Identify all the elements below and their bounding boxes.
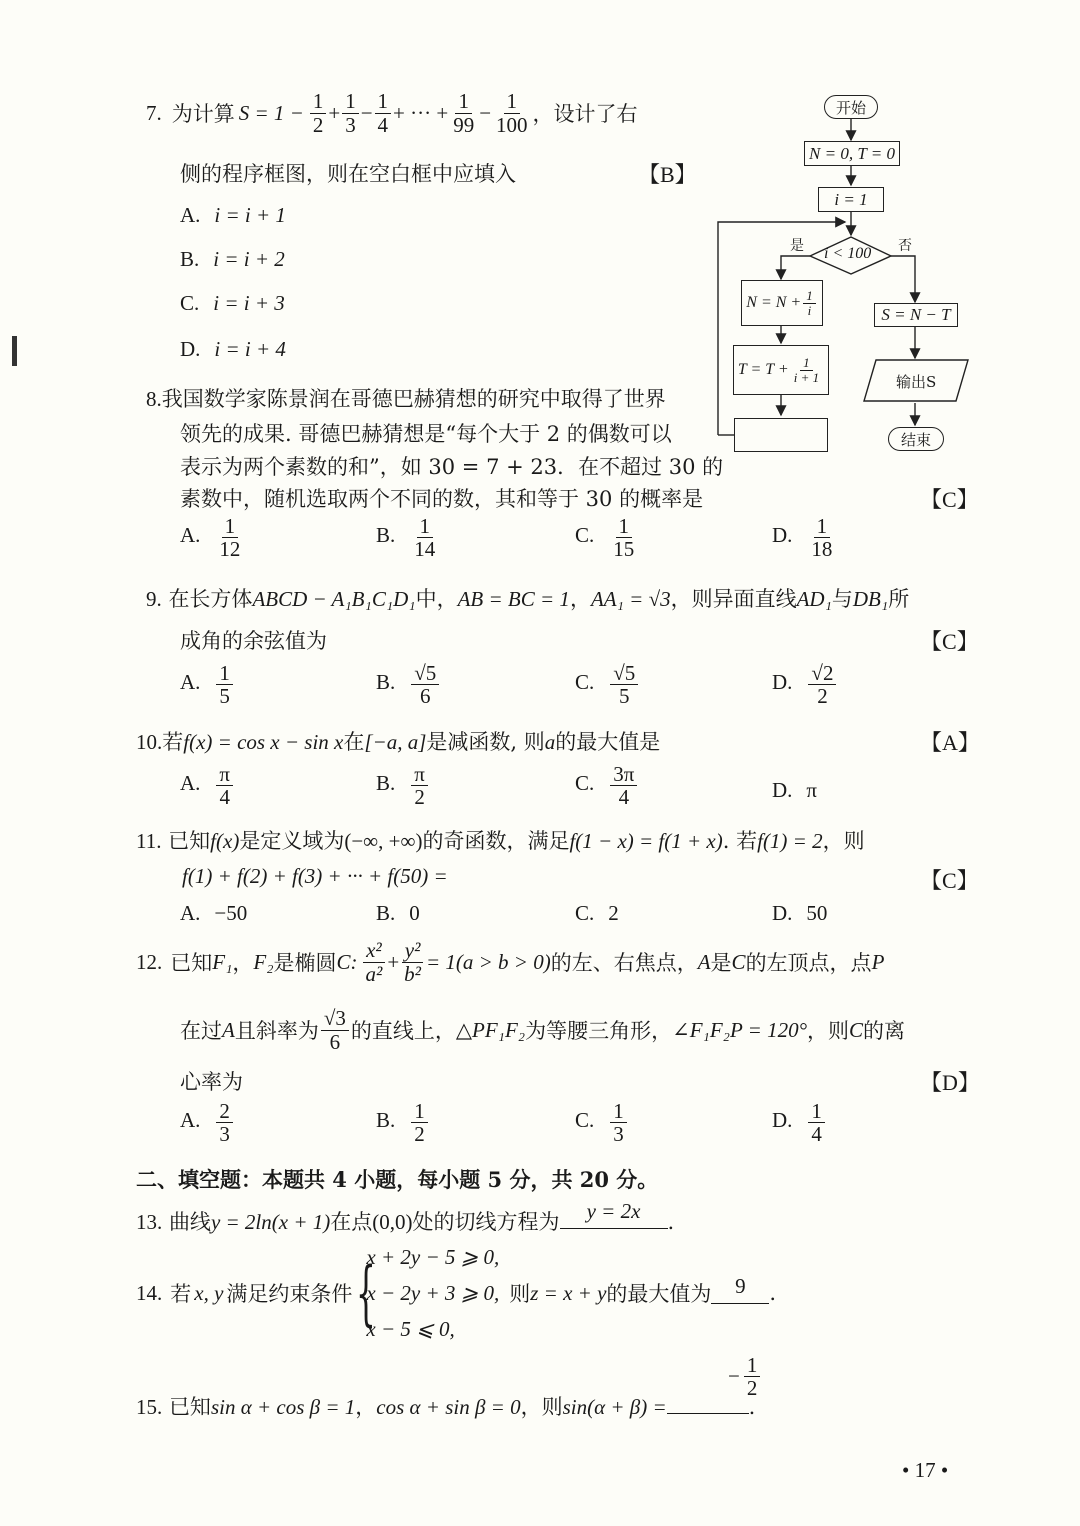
- q7-option-b: B. i = i + 2: [180, 247, 285, 271]
- q9-option-c: C. $\frac{√5}{5}$: [575, 662, 640, 707]
- binding-margin-mark: [12, 336, 17, 366]
- flowchart-blank-box: [734, 418, 828, 452]
- flowchart-output: 输出S: [896, 373, 937, 391]
- q12-line2: 在过 A 且斜率为 $\frac{√3}{6}$ 的直线上， △PF₁F₂ 为等腰三角形， ∠F₁F₂P = 120° ，则 C 的离: [180, 1006, 905, 1054]
- flowchart: [700, 85, 980, 465]
- flowchart-step-t: T = T + $\frac{1}{i + 1}$: [733, 345, 829, 395]
- q11-option-a: A. −50: [180, 901, 248, 925]
- q7-text-pre: 为计算: [171, 102, 235, 126]
- q7-option-a: A. i = i + 1: [180, 203, 286, 227]
- q11-line2: f(1) + f(2) + f(3) + ··· + f(50) =: [182, 864, 448, 888]
- q14-answer-blank: 9: [711, 1283, 769, 1304]
- q8-line3: 表示为两个素数的和”，如 30 = 7 + 23．在不超过 30 的: [180, 455, 724, 479]
- q8-option-c: C. $\frac{1}{15}$: [575, 514, 635, 562]
- q8-line2: 领先的成果. 哥德巴赫猜想是“每个大于 2 的偶数可以: [180, 422, 672, 446]
- flowchart-yes-label: 是: [790, 238, 804, 254]
- flowchart-step-n: N = N + $\frac{1}{i}$: [741, 280, 823, 326]
- q8-option-b: B. $\frac{1}{14}$: [376, 514, 436, 562]
- q12-answer: 【D】: [920, 1070, 980, 1095]
- q14-line: 14. 若 x, y 满足约束条件 { x + 2y − 5 ⩾ 0, x − 2y + 3 ⩾ 0, x − 5 ⩽ 0, 则 z = x + y 的最大值为 9 .: [136, 1240, 776, 1346]
- q7-sign-5: −: [479, 100, 492, 125]
- q15-filled-answer: − $\frac{1}{2}$: [728, 1354, 762, 1399]
- q7-term-1: $\frac{1}{2}$: [310, 90, 327, 135]
- q13-line: 13. 曲线y = 2ln(x + 1)在点(0,0)处的切线方程为 y = 2x .: [136, 1199, 675, 1234]
- q7-text-post: ，设计了右: [532, 102, 638, 126]
- flowchart-condition: i < 100: [824, 245, 872, 262]
- q10-option-c: C. $\frac{3\pi}{4}$: [575, 763, 639, 808]
- q7-option-d: D. i = i + 4: [180, 337, 286, 361]
- q7-term-4: $\frac{1}{99}$: [453, 89, 475, 137]
- q10-option-b: B. $\frac{\pi}{2}$: [376, 763, 430, 808]
- flowchart-init-i: i = 1: [818, 187, 884, 212]
- q11-option-b: B. 0: [376, 901, 420, 925]
- q7-term-5: $\frac{1}{100}$: [496, 89, 528, 137]
- q9-option-d: D. $\frac{√2}{2}$: [772, 662, 838, 707]
- q12-line3: 心率为: [180, 1070, 243, 1094]
- q11-option-c: C. 2: [575, 901, 619, 925]
- q15-line: 15. 已知sin α + cos β = 1，cos α + sin β = 0，则sin(α + β) = .: [136, 1395, 756, 1419]
- q8-answer: 【C】: [920, 487, 979, 512]
- q12-option-d: D. $\frac{1}{4}$: [772, 1100, 827, 1145]
- page-number: • 17 •: [902, 1458, 949, 1482]
- q7-term-3: $\frac{1}{4}$: [375, 90, 392, 135]
- q8-line4: 素数中，随机选取两个不同的数，其和等于 30 的概率是: [180, 487, 704, 511]
- q10-option-a: A. $\frac{\pi}{4}$: [180, 763, 235, 808]
- q14-brace: {: [356, 1252, 377, 1334]
- q12-line1: 12. 已知 F₁ ， F₂ 是椭圆 C: $\frac{\text{x²}}{\text{a²}}$ + $\frac{\text{y²}}{\text{b²}}$ = 1(a > b > 0) 的左、右焦点， A 是 C 的左顶点，点 P: [136, 938, 885, 986]
- q11-answer: 【C】: [920, 868, 979, 893]
- flowchart-end: 结束: [888, 427, 944, 451]
- q9-option-b: B. $\frac{√5}{6}$: [376, 662, 441, 707]
- q8-line1: 8.我国数学家陈景润在哥德巴赫猜想的研究中取得了世界: [146, 387, 666, 411]
- q7-option-c: C. i = i + 3: [180, 291, 285, 315]
- q10-line1: 10.若f(x) = cos x − sin x在[−a, a]是减函数, 则a的最大值是: [136, 730, 661, 754]
- q9-option-a: A. $\frac{1}{5}$: [180, 662, 235, 707]
- q7-line1: [146, 82, 638, 144]
- q8-option-a: A. $\frac{1}{12}$: [180, 514, 241, 562]
- flowchart-no-label: 否: [898, 238, 912, 254]
- q14-constraints: x + 2y − 5 ⩾ 0, x − 2y + 3 ⩾ 0, x − 5 ⩽ 0,: [366, 1245, 500, 1341]
- q9-line2: 成角的余弦值为: [180, 629, 327, 653]
- q8-option-d: D. $\frac{1}{18}$: [772, 514, 833, 562]
- flowchart-start: 开始: [824, 95, 878, 119]
- q7-sign-2: +: [328, 100, 341, 125]
- q7-formula-s: S = 1 −: [238, 100, 304, 125]
- q9-answer: 【C】: [920, 629, 979, 654]
- q12-option-a: A. $\frac{2}{3}$: [180, 1100, 235, 1145]
- q7-line2: 侧的程序框图，则在空白框中应填入: [180, 162, 516, 186]
- q7-sign-3: −: [360, 100, 373, 125]
- q13-answer-blank: y = 2x: [560, 1208, 668, 1229]
- flowchart-init: N = 0, T = 0: [804, 141, 900, 166]
- q7-sign-4: + ··· +: [393, 100, 449, 125]
- q12-option-c: C. $\frac{1}{3}$: [575, 1100, 629, 1145]
- q9-line1: 9. 在长方体ABCD − A₁B₁C₁D₁中，AB = BC = 1，AA₁ = √3，则异面直线AD₁与DB₁所: [146, 587, 910, 611]
- q12-option-b: B. $\frac{1}{2}$: [376, 1100, 430, 1145]
- q11-line1: 11. 已知f(x)是定义域为(−∞, +∞)的奇函数，满足f(1 − x) = f(1 + x). 若f(1) = 2，则: [136, 829, 865, 853]
- q7-answer: 【B】: [638, 162, 697, 187]
- q7-number: 7.: [146, 100, 162, 125]
- flowchart-compute-s: S = N − T: [874, 303, 958, 327]
- section2-title: 二、填空题：本题共 4 小题，每小题 5 分，共 20 分。: [136, 1167, 659, 1192]
- q8-number: 8.: [146, 387, 162, 411]
- q11-option-d: D. 50: [772, 901, 828, 925]
- q10-option-d: D. π: [772, 778, 818, 802]
- q7-term-2: $\frac{1}{3}$: [342, 90, 359, 135]
- q10-answer: 【A】: [920, 730, 980, 755]
